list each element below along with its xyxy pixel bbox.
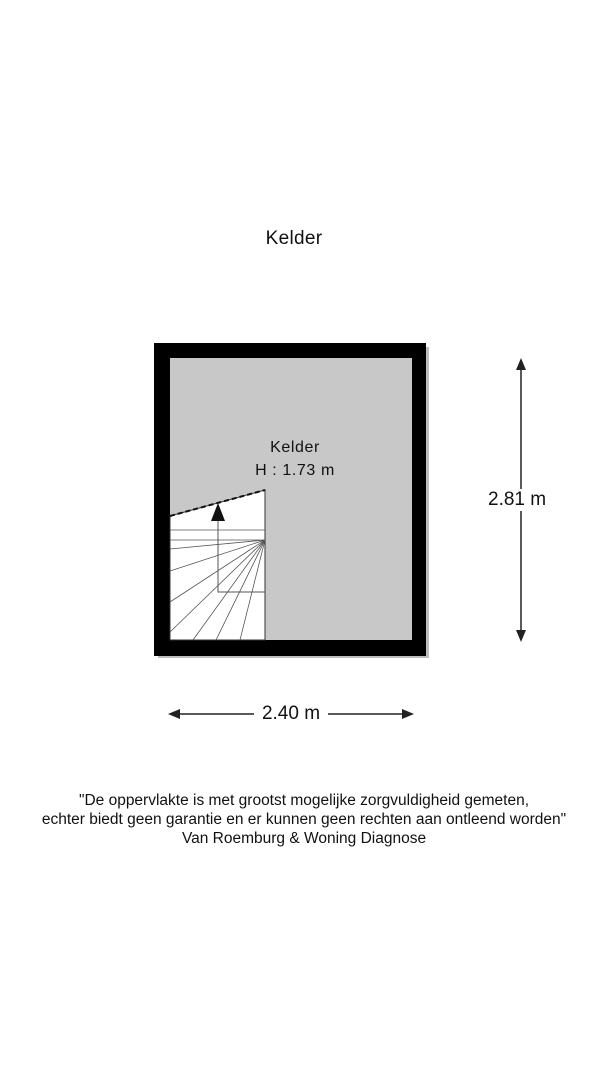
room-name-label: Kelder bbox=[270, 439, 320, 456]
height-dimension-label: 2.81 m bbox=[488, 489, 547, 510]
disclaimer-line-3: Van Roemburg & Woning Diagnose bbox=[181, 830, 427, 847]
staircase bbox=[170, 490, 265, 640]
room-height-label: H : 1.73 m bbox=[255, 462, 335, 479]
disclaimer-line-1: "De oppervlakte is met grootst mogelijke zorgvuldigheid gemeten, bbox=[78, 792, 530, 809]
disclaimer-line-2: echter biedt geen garantie en er kunnen geen rechten aan ontleend worden" bbox=[41, 811, 567, 828]
floor-title: Kelder bbox=[265, 228, 323, 249]
disclaimer bbox=[0, 791, 608, 848]
width-dimension-label: 2.40 m bbox=[254, 703, 328, 725]
